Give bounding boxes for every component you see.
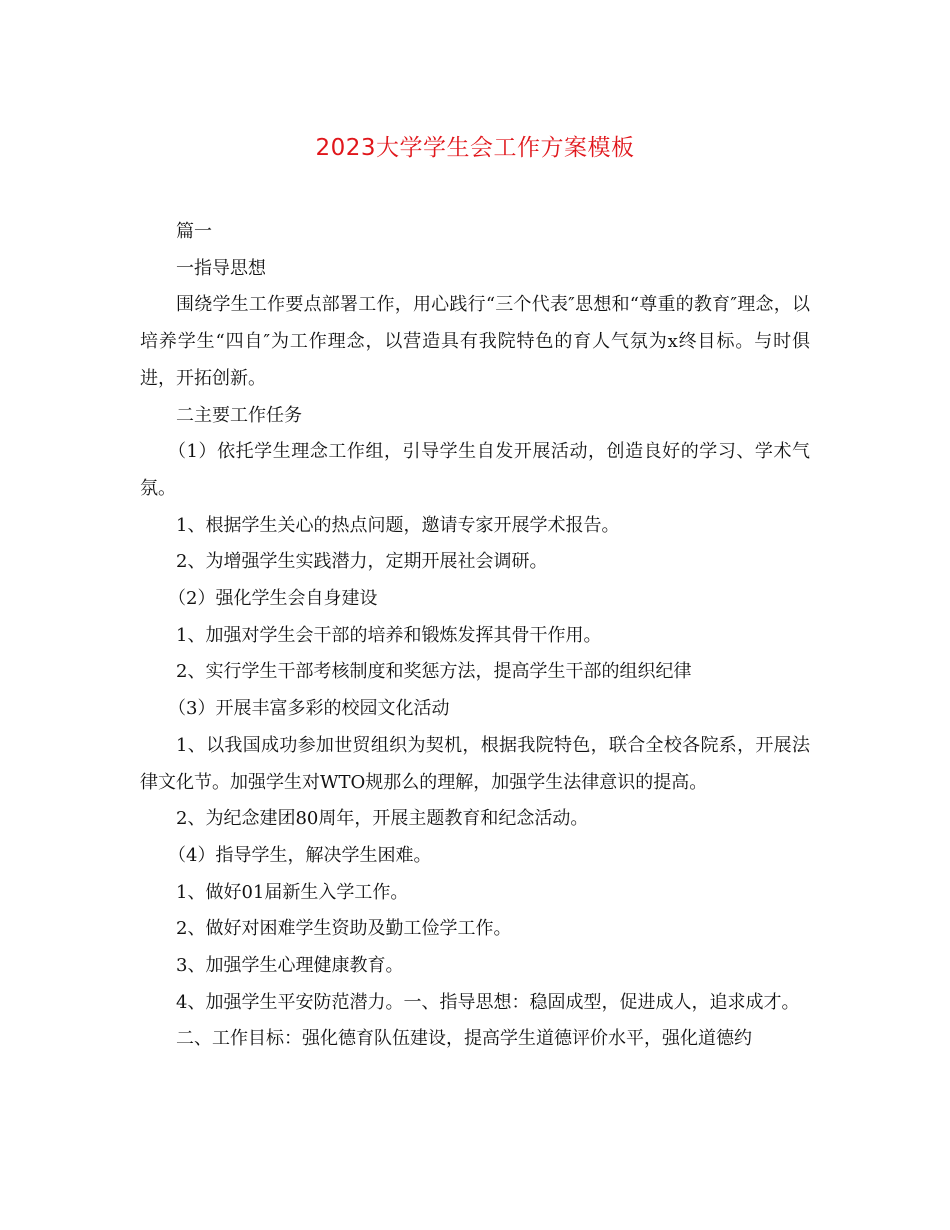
paragraph-task-1-item-2: 2、为增强学生实践潜力，定期开展社会调研。 [176,551,548,573]
paragraph-task-4: （4）指导学生，解决学生困难。 [168,844,432,866]
paragraph-task-1: （1）依托学生理念工作组，引导学生自发开展活动，创造良好的学习、学术气氛。 [140,441,810,499]
paragraph-heading-main-tasks: 二主要工作任务 [176,404,302,426]
paragraph-task-3-item-2: 2、为纪念建团80周年，开展主题教育和纪念活动。 [176,808,589,830]
paragraph-task-2-item-1: 1、加强对学生会干部的培养和锻炼发挥其骨干作用。 [176,624,602,646]
paragraph-task-1-item-1: 1、根据学生关心的热点问题，邀请专家开展学术报告。 [176,514,620,536]
paragraph-task-4-item-3: 3、加强学生心理健康教育。 [176,955,404,977]
paragraph-task-2-item-2: 2、实行学生干部考核制度和奖惩方法，提高学生干部的组织纪律 [176,661,692,683]
paragraph-task-4-item-1: 1、做好01届新生入学工作。 [176,881,409,903]
paragraph-task-2: （2）强化学生会自身建设 [168,588,378,610]
paragraph-task-4-item-2: 2、做好对困难学生资助及勤工俭学工作。 [176,918,512,940]
paragraph-section-one: 篇一 [176,221,212,242]
paragraph-task-4-item-4: 4、加强学生平安防范潜力。一、指导思想：稳固成型，促进成人，追求成才。 [176,991,800,1013]
paragraph-task-3-item-1: 1、以我国成功参加世贸组织为契机，根据我院特色，联合全校各院系，开展法律文化节。加强学生对WTO规那么的理解，加强学生法律意识的提高。 [140,734,810,793]
paragraph-guiding-thought-text: 围绕学生工作要点部署工作，用心践行“三个代表″思想和“尊重的教育″理念，以培养学生“四自″为工作理念，以营造具有我院特色的育人气氛为x终目标。与时俱进，开拓创新。 [140,294,810,389]
paragraph-heading-guiding-thought: 一指导思想 [176,257,266,279]
paragraph-task-3: （3）开展丰富多彩的校园文化活动 [168,698,450,720]
paragraph-work-goal: 二、工作目标：强化德育队伍建设，提高学生道德评价水平，强化道德约 [176,1028,752,1050]
document-title: 2023大学学生会工作方案模板 [315,135,635,161]
document-body [140,214,810,1058]
